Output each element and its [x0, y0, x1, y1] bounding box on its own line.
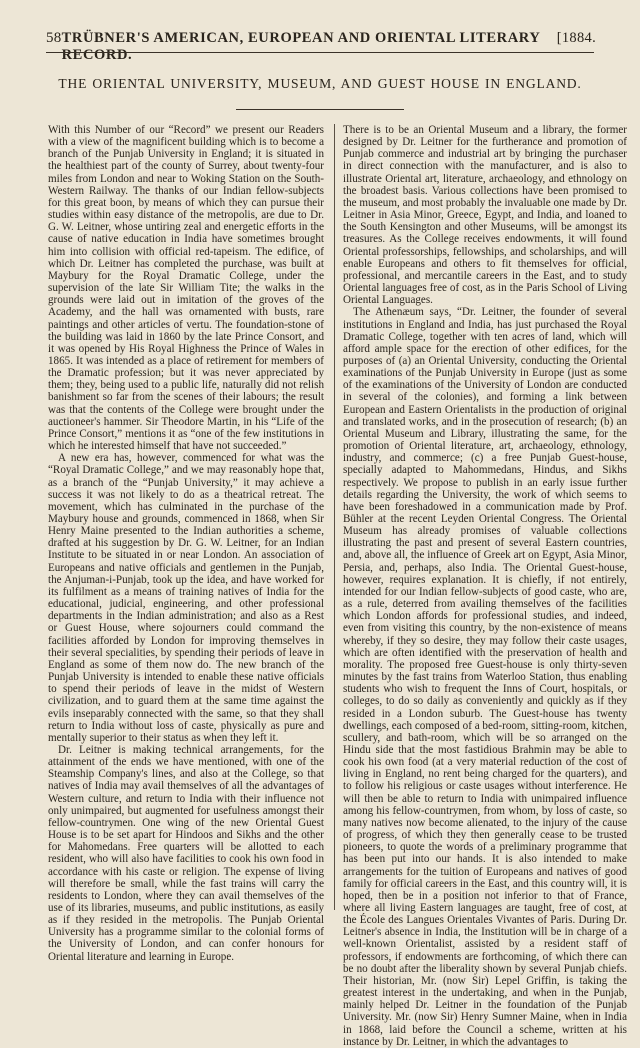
paragraph: The Athenæum says, “Dr. Leitner, the founder of several institutions in England and India, has just purchased the Royal Dramatic College, together with ten acres of land, which will afford ample space for the erection of other edifices, for the purposes of (a) an Oriental University, conducting the Oriental examinations of the Punjab University in Europe (just as some of the examinations of the University of London are conducted in several of the colonies), and forming a link between European and Eastern Orientalists in the production of original and translated works, and in the prosecution of research; (b) an Oriental Museum and Library, illustrating the same, for the promotion of Oriental literature, art, archaeology, ethnology, industry, and commerce; (c) a free Punjab Guest-house, specially adapted to Mahommedans, Hindus, and Sikhs respectively. We propose to publish in an early issue further details regarding the University, the work of which seems to have been foreshadowed in a communication made by Prof. Bühler at the recent Leyden Oriental Congress. The Oriental Museum has already promises of valuable collections illustrating the past and present of several Eastern countries, and, above all, the influence of Greek art on Egypt, Asia Minor, Persia, and, perhaps, also India. The Oriental Guest-house, however, requires explanation. It is chiefly, if not entirely, intended for our Indian fellow-subjects of good caste, who are, as a rule, deterred from availing themselves of the facilities which London affords for professional studies, and indeed, even from visiting this country, by the non-existence of means whereby, if they so desire, they may follow their caste usages, which are often identified with the preservation of health and morality. The proposed free Guest-house is only thirty-seven minutes by the fast trains from Waterloo Station, thus enabling students who wish to frequent the Inns of Court, hospitals, or colleges, to do so daily as conveniently and quickly as if they resided in a London suburb. The Guest-house has twenty dwellings, each composed of a bed-room, sitting-room, kitchen, scullery, and bath-room, which will be so arranged on the Hindu side that the most fastidious Brahmin may be able to cook his own food (at a very material reduction of the cost of living in England, no rent being charged for the quarters), and to follow his religious or caste usages without interference. He will then be able to return to India with unimpaired influence among his fellow-countrymen, from whom, by loss of caste, so many natives now become alienated, to the injury of the cause of progress, of which they then generally cease to be trusted pioneers, to quote the words of a preliminary programme that has been put into our hands. It is also intended to make arrangements for the tuition of Europeans and natives of good family for official careers in the East, and this country will, it is hoped, then be in a position not inferior to that of France, where all living Eastern languages are taught, free of cost, at the École des Langues Orientales Vivantes of Paris. During Dr. Leitner's absence in India, the Institution will be in charge of a well-known Orientalist, assisted by a resident staff of professors, if endowments are forthcoming, of which there can be no doubt after the liberality shown by several Punjab chiefs. Their historian, Mr. (now Sir) Lepel Griffin, is taking the greatest interest in the undertaking, and when in the Punjab, mainly helped Dr. Leitner in the foundation of the Punjab University. Mr. (now Sir) Henry Sumner Maine, when in India in 1868, laid before the Council a scheme, written at his instance by Dr. Leitner, in which the advantages to — [343, 306, 627, 1048]
paragraph: Dr. Leitner is making technical arrangements, for the attainment of the ends we have mentioned, with one of the Steamship Company's lines, and also at the College, so that natives of India may avail themselves of all the advantages of Western culture, and return to India with their influence not only unimpaired, but augmented for usefulness amongst their fellow-countrymen. One wing of the new Oriental Guest House is to be set apart for Hindoos and Sikhs and the other for Mahomedans. Free quarters will be allotted to each resident, who will also have facilities to cook his own food in accordance with his caste or religion. The expense of living will therefore be small, while the fast trains will carry the residents to London, where they can avail themselves of the use of its libraries, museums, and public institutions, as easily as if they resided in the metropolis. The Punjab Oriental University has a programme similar to the colonial forms of the University of London, and can confer honours for Oriental literature and learning in Europe. — [48, 743, 324, 963]
column-divider — [334, 124, 335, 910]
page-header — [46, 30, 596, 63]
header-rule — [46, 52, 594, 53]
paragraph: With this Number of our “Record” we present our Readers with a view of the magnificent building which is to become a branch of the Punjab University in England; it is situated in the healthiest part of the county of Surrey, about twenty-four miles from London and near to Woking Station on the South-Western Railway. The thanks of our Indian fellow-subjects for this great boon, by means of which they can pursue their studies within easy distance of the metropolis, are due to Dr. G. W. Leitner, whose untiring zeal and energetic efforts in the cause of native education in India have sometimes brought him into collision with official red-tapeism. The edifice, of which Dr. Leitner has completed the purchase, was built at Maybury for the Royal Dramatic College, under the supervision of the late Sir William Tite; the walks in the grounds were laid out in imitation of the groves of the Academy, and the hall was ornamented with busts, rare paintings and other articles of vertu. The foundation-stone of the building was laid in 1860 by the late Prince Consort, and it was opened by His Royal Highness the Prince of Wales in 1865. It was intended as a place of retirement for members of the Dramatic profession; but it was never appreciated by them; they, being used to a public life, naturally did not relish banishment so far from the scenes of their labours; the result was that the contents of the College were brought under the auctioneer's hammer. Sir Theodore Martin, in his “Life of the Prince Consort,” mentions it as “one of the few institutions in which he interested himself that have not succeeded.” — [48, 124, 324, 453]
article-title: THE ORIENTAL UNIVERSITY, MUSEUM, AND GUEST HOUSE IN ENGLAND. — [58, 76, 582, 91]
title-rule — [236, 109, 404, 110]
left-column — [48, 124, 324, 963]
volume-year: [1884. — [556, 30, 596, 46]
running-title: TRÜBNER'S AMERICAN, EUROPEAN AND ORIENTAL LITERARY RECORD. — [61, 30, 540, 63]
paragraph: A new era has, however, commenced for what was the “Royal Dramatic College,” and we may reasonably hope that, as a branch of the “Punjab University,” it may achieve a success it was not likely to do as a theatrical retreat. The movement, which has culminated in the purchase of the Maybury house and grounds, commenced in 1868, when Sir Henry Maine presented to the Indian authorities a scheme, drafted at his suggestion by Dr. G. W. Leitner, for an Indian Institute to be situated in or near London. An association of Europeans and native officials and gentlemen in the Punjab, the Anjuman-i-Punjab, took up the idea, and have worked for its fulfilment as a means of training natives of India for the educational, judicial, engineering, and other professional departments in the Indian administration; and also as a Rest or Guest House, where sojourners could command the facilities afforded by London for improving themselves in their several specialities, by spending their periods of leave in England as some of them now do. The new branch of the Punjab University is intended to enable these native officials to spend their periods of leave in the midst of Western civilization, and to guard them at the same time against the evils inseparably connected with the same, so that they shall return to India without loss of caste, physically as pure and mentally superior to their status as when they left it. — [48, 452, 324, 744]
right-column — [343, 124, 627, 1048]
page-number: 58 — [46, 30, 62, 46]
paragraph: There is to be an Oriental Museum and a library, the former designed by Dr. Leitner for the furtherance and promotion of Punjab commerce and industrial art by bringing the purchaser in direct connection with the manufacturer, and is also to illustrate Oriental art, literature, archaeology, and ethnology on the broadest basis. Various collections have been promised to the museum, and most probably the invaluable one made by Dr. Leitner in Asia Minor, Greece, Egypt, and India, and loaned to the South Kensington and other Museums, will be amongst its treasures. As the College receives endowments, it will found Oriental professorships, fellowships, and scholarships, and will enable Europeans and others to fit themselves for official, professional, and mercantile careers in the East, and to study Oriental languages free of cost, as in the Paris School of Living Oriental Languages. — [343, 124, 627, 307]
